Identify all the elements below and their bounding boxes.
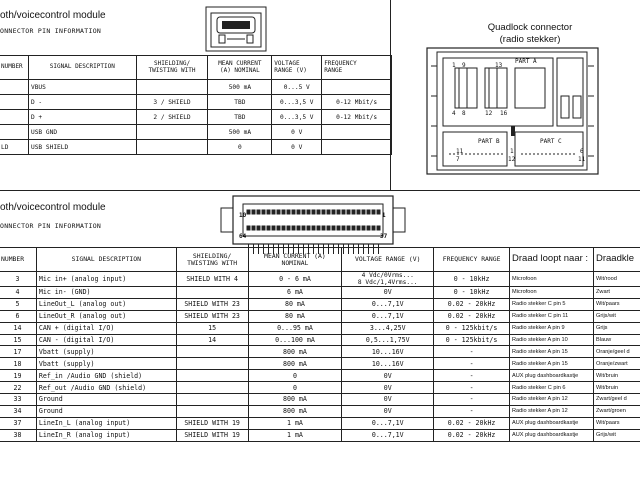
table-cell: Microfoon: [510, 287, 594, 299]
table-cell: [176, 394, 248, 406]
table-cell: [176, 287, 248, 299]
table-cell: 500 mA: [208, 80, 272, 95]
table-cell: 22: [0, 382, 36, 394]
table-row: [0, 358, 640, 370]
quadlock-pin-label: 11: [456, 148, 464, 155]
table-row: [0, 95, 392, 110]
table-cell: SHIELD WITH 4: [176, 272, 248, 287]
table-row: [0, 287, 640, 299]
table-cell: CAN + (digital I/O): [36, 322, 176, 334]
table-cell: 0...7,1V: [342, 298, 434, 310]
table-cell: [322, 140, 392, 155]
connector-pin-label: 64: [239, 233, 247, 240]
table-cell: Radio stekker C pin 6: [510, 382, 594, 394]
table-cell: 0V: [342, 394, 434, 406]
table-row: [0, 405, 640, 417]
table-cell: 0...95 mA: [248, 322, 342, 334]
table-row: [0, 370, 640, 382]
quadlock-part-c-label: PART C: [540, 138, 562, 145]
table-row: [0, 125, 392, 140]
table-cell: 0-12 Mbit/s: [322, 95, 392, 110]
pin-table-module: [0, 247, 640, 442]
table-cell: 0-12 Mbit/s: [322, 110, 392, 125]
table-cell: 800 mA: [248, 405, 342, 417]
table-cell: Grijs/wit: [593, 310, 640, 322]
table-cell: Wit/paars: [593, 417, 640, 429]
table-cell: AUX plug dashboardkastje: [510, 370, 594, 382]
table-cell: [322, 80, 392, 95]
table-cell: Mic in- (GND): [36, 287, 176, 299]
table-cell: Wit/paars: [593, 298, 640, 310]
table-cell: 500 mA: [208, 125, 272, 140]
table-cell: VBUS: [28, 80, 136, 95]
table-cell: TBD: [208, 110, 272, 125]
table-cell: Grijs: [593, 322, 640, 334]
table-cell: 4 Vdc/0Vrms... 8 Vdc/1,4Vrms...: [342, 272, 434, 287]
col-header: SIGNAL DESCRIPTION: [36, 248, 176, 272]
table-cell: -: [434, 370, 510, 382]
table-cell: Ref_in /Audio GND (shield): [36, 370, 176, 382]
table-cell: Radio stekker A pin 15: [510, 346, 594, 358]
quadlock-part-a-label: PART A: [515, 58, 537, 65]
table-cell: 0V: [342, 370, 434, 382]
table-cell: 0 - 6 mA: [248, 272, 342, 287]
table-cell: Radio stekker A pin 15: [510, 358, 594, 370]
table-row: [0, 394, 640, 406]
quadlock-pin-label: 12: [485, 110, 493, 117]
table-cell: Wit/bruin: [593, 382, 640, 394]
table-cell: 33: [0, 394, 36, 406]
quadlock-pin-label: 6: [580, 148, 584, 155]
table-cell: Wit/bruin: [593, 370, 640, 382]
table-cell: 34: [0, 405, 36, 417]
table-cell: Zwart/geel d: [593, 394, 640, 406]
connector-pin-label: 37: [380, 233, 388, 240]
section1-title: oth/voicecontrol module: [0, 10, 106, 21]
table-cell: 800 mA: [248, 394, 342, 406]
col-header: SHIELDING/ TWISTING WITH: [136, 56, 208, 80]
col-header: NUMBER: [0, 56, 28, 80]
quadlock-title-line2: (radio stekker): [499, 34, 561, 45]
table-cell: Oranje/zwart: [593, 358, 640, 370]
table-cell: Radio stekker C pin 11: [510, 310, 594, 322]
table-cell: 15: [176, 322, 248, 334]
col-header: Draad loopt naar :: [510, 248, 594, 272]
table-cell: 0...7,1V: [342, 417, 434, 429]
table-cell: [0, 125, 28, 140]
table-row: [0, 110, 392, 125]
quadlock-pin-label: 16: [500, 110, 508, 117]
table-cell: -: [434, 358, 510, 370]
table-cell: AUX plug dashboardkastje: [510, 429, 594, 441]
table-cell: 3 / SHIELD: [136, 95, 208, 110]
table-cell: Radio stekker A pin 12: [510, 394, 594, 406]
table-cell: 0 - 10kHz: [434, 272, 510, 287]
col-header: VOLTAGE RANGE (V): [342, 248, 434, 272]
table-cell: -: [434, 346, 510, 358]
table-cell: 0...100 mA: [248, 334, 342, 346]
table-cell: USB GND: [28, 125, 136, 140]
table-cell: 3: [0, 272, 36, 287]
table-row: [0, 322, 640, 334]
table-cell: Radio stekker A pin 10: [510, 334, 594, 346]
table-cell: 4: [0, 287, 36, 299]
table-cell: 14: [0, 322, 36, 334]
col-header: SHIELDING/ TWISTING WITH: [176, 248, 248, 272]
table-cell: [136, 80, 208, 95]
section1-subtitle: ONNECTOR PIN INFORMATION: [0, 27, 102, 35]
col-header: MEAN CURRENT (A) NOMINAL: [248, 248, 342, 272]
table-cell: 3...4,25V: [342, 322, 434, 334]
table-row: [0, 417, 640, 429]
table-row: [0, 298, 640, 310]
col-header: FREQUENCY RANGE: [434, 248, 510, 272]
table-cell: Radio stekker A pin 9: [510, 322, 594, 334]
table-cell: -: [434, 382, 510, 394]
table-row: [0, 334, 640, 346]
section2-title: oth/voicecontrol module: [0, 202, 106, 213]
quadlock-pin-label: 1: [452, 62, 456, 69]
table-cell: Zwart: [593, 287, 640, 299]
table-row: [0, 429, 640, 441]
table-cell: D -: [28, 95, 136, 110]
table-cell: AUX plug dashboardkastje: [510, 417, 594, 429]
quadlock-pin-label: 13: [495, 62, 503, 69]
table-cell: 10...16V: [342, 358, 434, 370]
table-cell: LD: [0, 140, 28, 155]
table-cell: LineIn_R (analog input): [36, 429, 176, 441]
table-cell: 0...3,5 V: [272, 110, 322, 125]
col-header: VOLTAGE RANGE (V): [272, 56, 322, 80]
quadlock-title: [470, 22, 590, 46]
table-cell: 0...7,1V: [342, 310, 434, 322]
table-cell: 5: [0, 298, 36, 310]
table-cell: 0: [248, 370, 342, 382]
table-cell: Ground: [36, 394, 176, 406]
table-cell: 17: [0, 346, 36, 358]
table-cell: 0: [248, 382, 342, 394]
table-cell: Radio stekker C pin 5: [510, 298, 594, 310]
quadlock-part-b-label: PART B: [478, 138, 500, 145]
table-cell: Blauw: [593, 334, 640, 346]
table-cell: Grijs/wit: [593, 429, 640, 441]
quadlock-pin-label: 8: [462, 110, 466, 117]
quadlock-pin-label: 7: [456, 156, 460, 163]
table-cell: LineOut_R (analog out): [36, 310, 176, 322]
table-cell: 6: [0, 310, 36, 322]
table-cell: 0...3,5 V: [272, 95, 322, 110]
table-cell: [136, 140, 208, 155]
table-cell: 14: [176, 334, 248, 346]
table-row: [0, 310, 640, 322]
table-cell: Ground: [36, 405, 176, 417]
table-cell: 0 - 125kbit/s: [434, 322, 510, 334]
table-cell: Microfoon: [510, 272, 594, 287]
table-cell: Vbatt (supply): [36, 346, 176, 358]
table-cell: [0, 110, 28, 125]
table-cell: 80 mA: [248, 298, 342, 310]
table-cell: -: [434, 394, 510, 406]
table-row: [0, 140, 392, 155]
table-cell: 0: [208, 140, 272, 155]
table-row: [0, 80, 392, 95]
col-header: SIGNAL DESCRIPTION: [28, 56, 136, 80]
table-cell: 0 - 125kbit/s: [434, 334, 510, 346]
table-cell: 0V: [342, 405, 434, 417]
table-cell: 19: [0, 370, 36, 382]
table-cell: [0, 95, 28, 110]
table-header-row: [0, 56, 392, 80]
table-cell: SHIELD WITH 23: [176, 298, 248, 310]
col-header: Draadkle: [593, 248, 640, 272]
table-cell: 1 mA: [248, 417, 342, 429]
table-cell: SHIELD WITH 19: [176, 429, 248, 441]
table-cell: LineOut_L (analog out): [36, 298, 176, 310]
table-cell: 0...7,1V: [342, 429, 434, 441]
table-cell: 15: [0, 334, 36, 346]
table-cell: SHIELD WITH 23: [176, 310, 248, 322]
table-row: [0, 382, 640, 394]
col-header: NUMBER: [0, 248, 36, 272]
table-cell: 800 mA: [248, 358, 342, 370]
connector-pin-label: 1: [382, 212, 386, 219]
table-cell: TBD: [208, 95, 272, 110]
quadlock-pin-label: 1: [510, 148, 514, 155]
col-header: FREQUENCY RANGE: [322, 56, 392, 80]
table-cell: D +: [28, 110, 136, 125]
table-header-row: [0, 248, 640, 272]
quadlock-pin-label: 4: [452, 110, 456, 117]
table-cell: 80 mA: [248, 310, 342, 322]
table-cell: Vbatt (supply): [36, 358, 176, 370]
table-cell: Mic in+ (analog input): [36, 272, 176, 287]
table-cell: 0,5...1,75V: [342, 334, 434, 346]
table-cell: 1 mA: [248, 429, 342, 441]
table-cell: SHIELD WITH 19: [176, 417, 248, 429]
table-cell: 0.02 - 20kHz: [434, 310, 510, 322]
section-divider: [0, 190, 640, 191]
quadlock-pin-label: 12: [508, 156, 516, 163]
table-cell: 0...5 V: [272, 80, 322, 95]
table-cell: [0, 80, 28, 95]
table-cell: -: [434, 405, 510, 417]
table-cell: USB SHIELD: [28, 140, 136, 155]
table-cell: Zwart/groen: [593, 405, 640, 417]
table-cell: 0 - 10kHz: [434, 287, 510, 299]
table-cell: 800 mA: [248, 346, 342, 358]
table-cell: 38: [0, 429, 36, 441]
quadlock-title-line1: Quadlock connector: [487, 22, 573, 33]
table-cell: 0.02 - 20kHz: [434, 429, 510, 441]
section2-subtitle: ONNECTOR PIN INFORMATION: [0, 222, 102, 230]
connector-pin-label: 10: [239, 212, 247, 219]
table-cell: 0 V: [272, 125, 322, 140]
table-cell: 0 V: [272, 140, 322, 155]
table-cell: 0.02 - 20kHz: [434, 298, 510, 310]
usb-connector-drawing: [205, 5, 267, 53]
table-cell: 0.02 - 20kHz: [434, 417, 510, 429]
table-cell: Radio stekker A pin 12: [510, 405, 594, 417]
table-cell: 0V: [342, 382, 434, 394]
col-header: MEAN CURRENT (A) NOMINAL: [208, 56, 272, 80]
table-cell: 6 mA: [248, 287, 342, 299]
table-cell: [136, 125, 208, 140]
quadlock-pin-label: 9: [462, 62, 466, 69]
table-cell: Ref_out /Audio GND (shield): [36, 382, 176, 394]
table-cell: LineIn_L (analog input): [36, 417, 176, 429]
table-cell: 2 / SHIELD: [136, 110, 208, 125]
table-cell: 18: [0, 358, 36, 370]
quadlock-pin-label: 11: [578, 156, 586, 163]
table-cell: 37: [0, 417, 36, 429]
table-cell: CAN - (digital I/O): [36, 334, 176, 346]
table-cell: [176, 382, 248, 394]
table-cell: [176, 346, 248, 358]
table-cell: 10...16V: [342, 346, 434, 358]
section-divider-vertical: [390, 0, 391, 190]
table-cell: Oranje/geel d: [593, 346, 640, 358]
table-row: [0, 272, 640, 287]
table-cell: Wit/rood: [593, 272, 640, 287]
pin-table-usb: [0, 55, 392, 155]
table-cell: [322, 125, 392, 140]
table-cell: [176, 405, 248, 417]
table-cell: [176, 358, 248, 370]
table-cell: 0V: [342, 287, 434, 299]
table-cell: [176, 370, 248, 382]
table-row: [0, 346, 640, 358]
